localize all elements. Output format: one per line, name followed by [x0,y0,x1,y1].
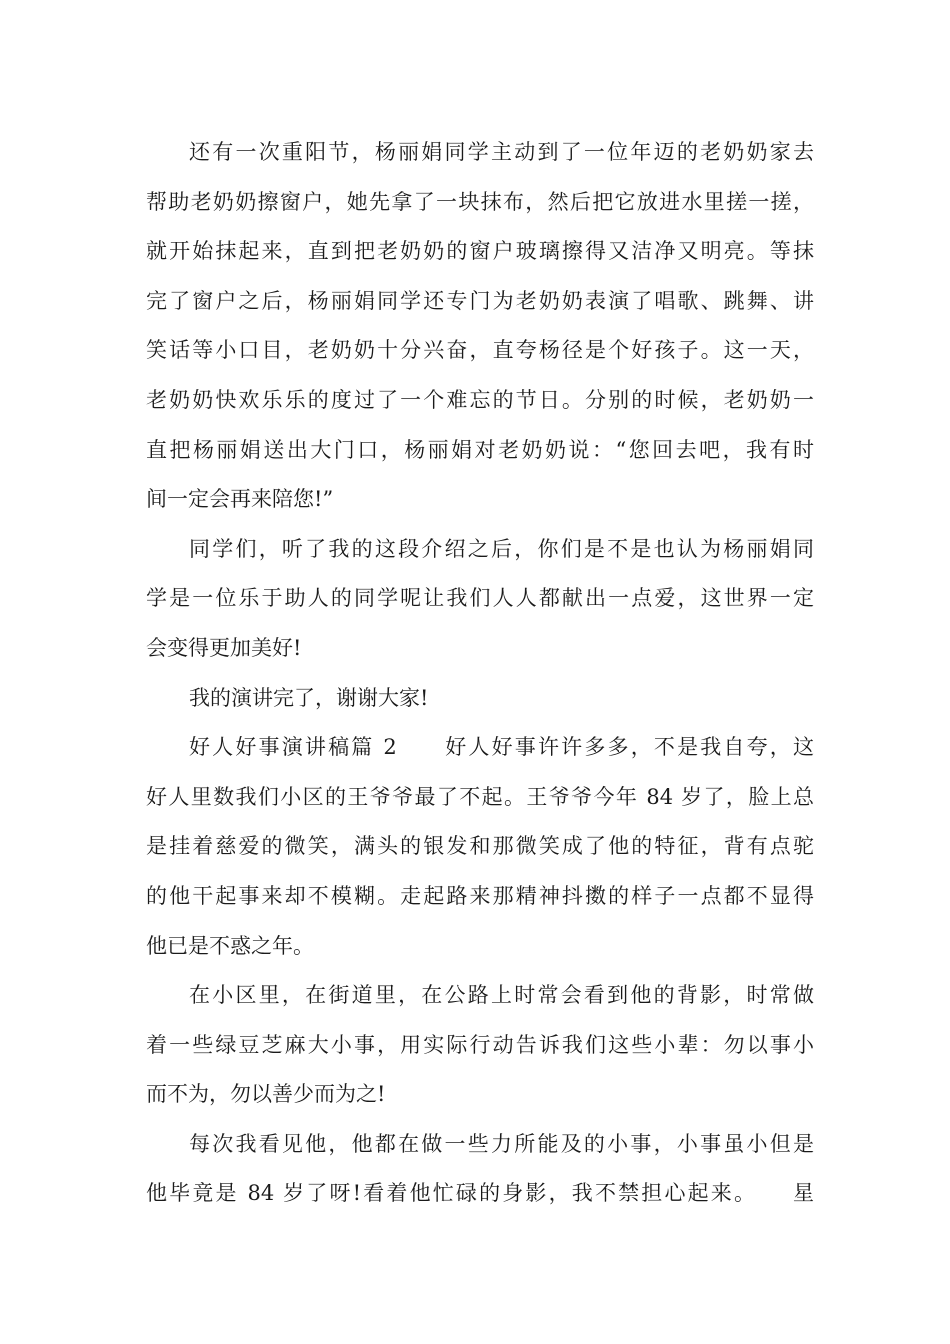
paragraph-line: 帮助老奶奶擦窗户，她先拿了一块抹布，然后把它放进水里搓一搓， [146,189,814,214]
paragraph-line: 他已是不惑之年。 [146,933,314,958]
paragraph-line: 学是一位乐于助人的同学呢让我们人人都献出一点爱，这世界一定 [146,586,814,611]
paragraph-line: 老奶奶快欢乐乐的度过了一个难忘的节日。分别的时候，老奶奶一 [146,387,814,412]
paragraph-line: 就开始抹起来，直到把老奶奶的窗户玻璃擦得又洁净又明亮。等抹 [146,239,814,264]
paragraph-line: 他毕竟是 84 岁了呀!看着他忙碌的身影，我不禁担心起来。 星 [146,1181,814,1206]
paragraph-line: 同学们，听了我的这段介绍之后，你们是不是也认为杨丽娟同 [189,536,814,561]
paragraph-line: 我的演讲完了，谢谢大家! [189,685,429,710]
speech-text-body [146,128,814,1219]
paragraph-line: 每次我看见他，他都在做一些力所能及的小事，小事虽小但是 [189,1131,814,1156]
paragraph-line: 笑话等小口目，老奶奶十分兴奋，直夸杨径是个好孩子。这一天， [146,338,814,363]
paragraph-line: 间一定会再来陪您!” [146,487,334,512]
paragraph-line: 着一些绿豆芝麻大小事，用实际行动告诉我们这些小辈：勿以事小 [146,1032,814,1057]
paragraph-line: 是挂着慈爱的微笑，满头的银发和那微笑成了他的特征，背有点驼 [146,834,814,859]
paragraph-line: 的他干起事来却不模糊。走起路来那精神抖擞的样子一点都不显得 [146,883,814,908]
paragraph-line: 完了窗户之后，杨丽娟同学还专门为老奶奶表演了唱歌、跳舞、讲 [146,288,814,313]
paragraph-line: 直把杨丽娟送出大门口，杨丽娟对老奶奶说：“您回去吧，我有时 [146,437,814,462]
paragraph-line: 会变得更加美好! [146,635,302,660]
paragraph-line: 还有一次重阳节，杨丽娟同学主动到了一位年迈的老奶奶家去 [189,140,814,164]
section-heading-line: 好人好事演讲稿篇 2 好人好事许许多多，不是我自夸，这 [189,735,814,760]
paragraph-line: 在小区里，在街道里，在公路上时常会看到他的背影，时常做 [189,983,814,1008]
paragraph-line: 好人里数我们小区的王爷爷最了不起。王爷爷今年 84 岁了，脸上总 [146,784,814,809]
paragraph-line: 而不为，勿以善少而为之! [146,1082,386,1107]
